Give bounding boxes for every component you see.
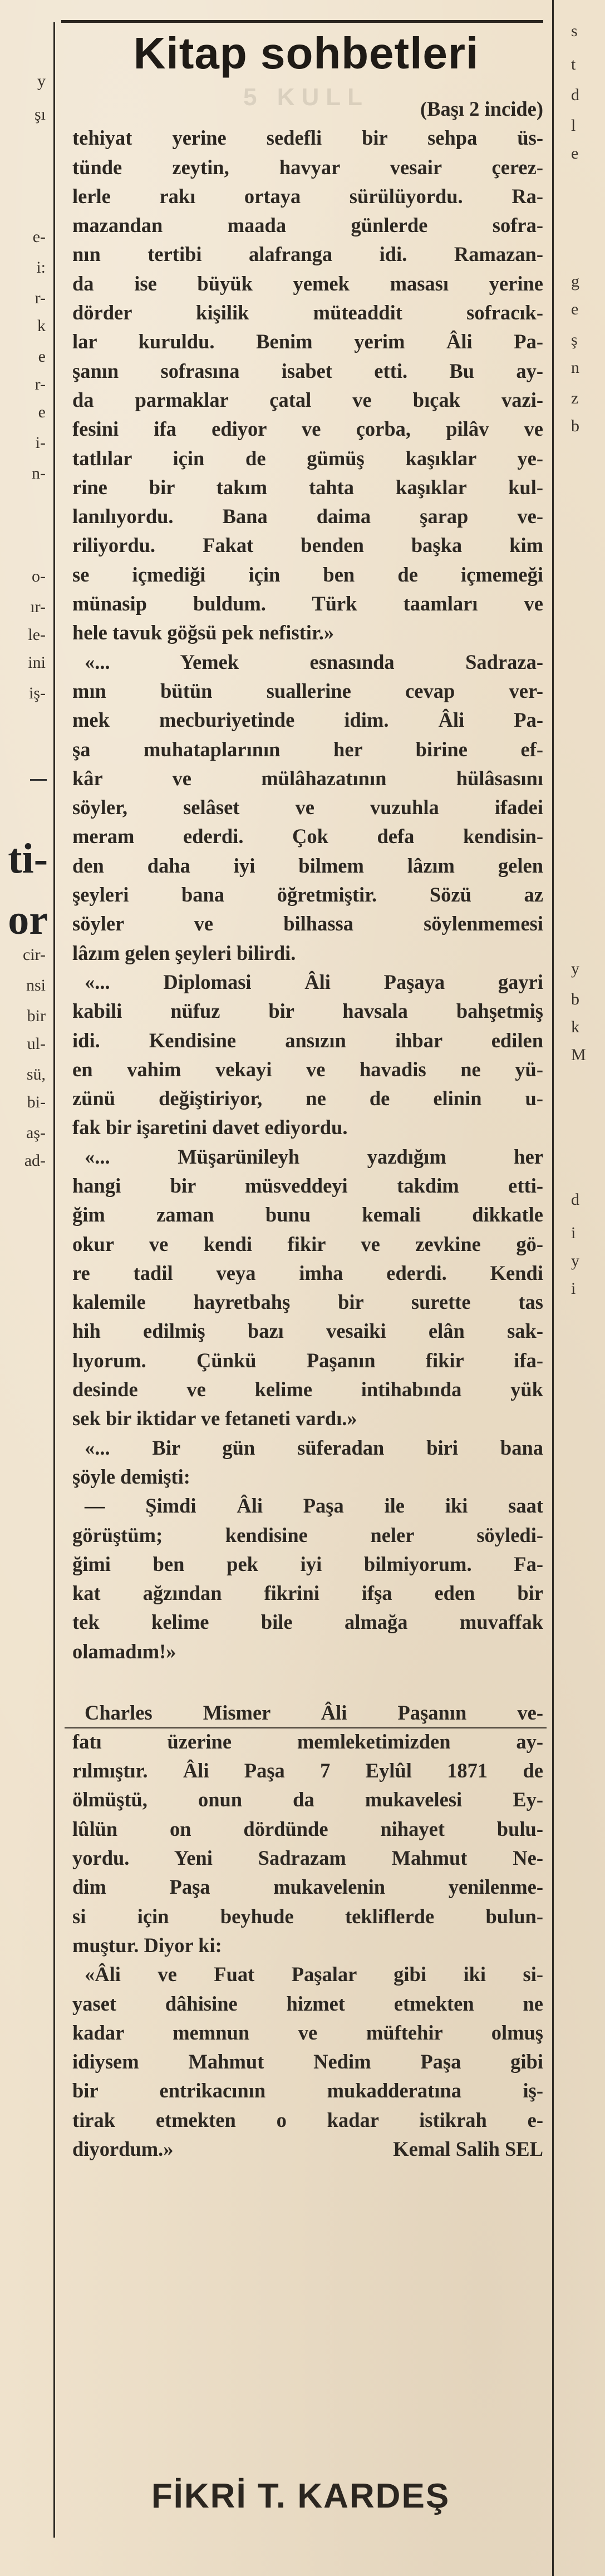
neighbor-text-fragment: bir [27,1007,46,1025]
neighbor-text-fragment: ş [571,331,578,349]
text-line: — Şimdi Âli Paşa ile iki saat [85,1494,543,1518]
text-line: meram ederdi. Çok defa kendisin- [72,825,543,848]
text-line: zünü değiştiriyor, ne de elinin u- [72,1087,543,1110]
neighbor-text-fragment: i- [35,434,46,452]
text-line: söyler ve bilhassa söylenmemesi [72,912,543,935]
neighbor-text-fragment: r- [35,289,46,307]
neighbor-rule [30,779,47,781]
text-line: kadar memnun ve müftehir olmuş [72,2021,543,2044]
neighbor-text-fragment: le- [28,625,46,644]
neighbor-text-fragment: t [571,55,576,73]
text-line: şanın sofrasına isabet etti. Bu ay- [72,359,543,382]
neighbor-text-fragment: iş- [29,684,46,702]
neighbor-text-fragment: e [571,144,579,162]
article-paragraph [72,1960,543,2164]
text-line: Charles Mismer Âli Paşanın ve- [85,1701,543,1724]
article-paragraph [72,968,543,1142]
text-line: «... Müşarünileyh yazdığım her [85,1145,543,1168]
text-line: tirak etmekten o kadar istikrah e- [72,2108,543,2131]
text-line: den daha iyi bilmem lâzım gelen [72,854,543,877]
text-line: yaset dâhisine hizmet etmekten ne [72,1992,543,2015]
article-paragraph [72,1491,543,1666]
text-line: lûlün on dördünde nihayet bulu- [72,1817,543,1840]
neighbor-text-fragment: d [571,86,579,104]
neighbor-text-fragment: n [571,358,579,377]
text-line: okur ve kendi fikir ve zevkine gö- [72,1232,543,1255]
article-paragraph [72,124,543,647]
text-line: kat ağzından fikrini ifşa eden bir [72,1582,543,1605]
neighbor-text-fragment: k [37,317,46,335]
continuation-note: (Başı 2 incide) [420,97,543,120]
text-line: ölmüştü, onun da mukavelesi Ey- [72,1788,543,1811]
author-signature: Kemal Salih SEL [393,2137,543,2160]
neighbor-text-fragment: s [571,22,578,40]
left-neighbor-column [0,0,51,2576]
neighbor-text-fragment: i [571,1279,576,1298]
text-line: da ise büyük yemek masası yerine [72,272,543,295]
neighbor-text-fragment: e [571,300,579,318]
text-line: söyler, selâset ve vuzuhla ifadei [72,796,543,819]
article-column [61,0,551,2576]
neighbor-text-fragment: g [571,272,579,290]
neighbor-text-fragment: ini [28,653,46,672]
article-body [72,95,543,2164]
text-line: lâzım gelen şeyleri bilirdi. [72,941,296,964]
text-line: «... Yemek esnasında Sadraza- [85,650,543,673]
neighbor-text-fragment: y [571,959,579,978]
neighbor-text-fragment: cir- [22,945,46,964]
text-line: «... Diplomasi Âli Paşaya gayri [85,970,543,993]
right-column-rule [552,0,554,2576]
text-line: hih edilmiş bazı vesaiki elân sak- [72,1319,543,1343]
text-line: kabili nüfuz bir havsala bahşetmiş [72,999,543,1023]
article-paragraph [72,648,543,968]
neighbor-text-fragment: aş- [26,1124,46,1142]
text-line: tehiyat yerine sedefli bir sehpa üs- [72,126,543,150]
neighbor-text-fragment: i: [36,258,46,277]
neighbor-text-fragment: e- [32,228,46,246]
neighbor-text-fragment: şı [34,105,46,124]
text-line: fesini ifa ediyor ve çorba, pilâv ve [72,417,543,441]
text-line: bir entrikacının mukadderatına iş- [72,2079,543,2102]
text-line: mek mecburiyetinde idim. Âli Pa- [72,708,543,732]
text-line: da parmaklar çatal ve bıçak vazi- [72,388,543,411]
text-line: riliyordu. Fakat benden başka kim [72,534,543,557]
neighbor-text-fragment: d [571,1190,579,1209]
text-line: tek kelime bile almağa muvaffak [72,1610,543,1634]
text-line: se içmediği için ben de içmemeği [72,563,543,586]
top-rule [61,20,543,23]
text-line: şa muhataplarının her birine ef- [72,737,543,761]
article-headline: Kitap sohbetleri [133,28,479,78]
text-line: mın bütün suallerine cevap ver- [72,679,543,702]
text-line: hangi bir müsveddeyi takdim etti- [72,1174,543,1197]
right-neighbor-column [557,0,605,2576]
neighbor-text-fragment: ul- [27,1035,46,1053]
text-line: kâr ve mülâhazatının hülâsasını [72,766,543,790]
article-paragraph [72,1698,543,1961]
text-line: dim Paşa mukavelenin yenilenme- [72,1875,543,1899]
neighbor-text-fragment: b [571,417,579,435]
text-line: «Âli ve Fuat Paşalar gibi iki si- [85,1963,543,1986]
text-line: rine bir takım tahta kaşıklar kul- [72,475,543,499]
neighbor-text-fragment: e [38,347,46,366]
text-line: en vahim vekayi ve havadis ne yü- [72,1057,543,1081]
neighbor-text-fragment: o- [32,567,46,585]
text-line: desinde ve kelime intihabında yük [72,1378,543,1401]
text-line: tünde zeytin, havyar vesair çerez- [72,155,543,179]
text-line: si için beyhude tekliflerde bulun- [72,1904,543,1928]
text-line: fak bir işaretini davet ediyordu. [72,1116,348,1139]
neighbor-text-fragment: sü, [26,1065,46,1083]
neighbor-text-fragment: b [571,990,579,1008]
text-line: nın tertibi alafranga idi. Ramazan- [72,243,543,266]
text-line: idiysem Mahmut Nedim Paşa gibi [72,2050,543,2073]
text-line: ğimi ben pek iyi bilmiyorum. Fa- [72,1552,543,1575]
text-line: dörder kişilik müteaddit sofracık- [72,301,543,324]
neighbor-text-fragment: n- [32,464,46,482]
text-line: görüştüm; kendisine neler söyledi- [72,1523,543,1546]
text-line: re tadil veya imha ederdi. Kendi [72,1261,543,1284]
neighbor-text-fragment: or [8,897,48,943]
text-line: lar kuruldu. Benim yerim Âli Pa- [72,330,543,353]
text-line: diyordum.» [72,2137,174,2160]
text-line: münasip buldum. Türk taamları ve [72,592,543,615]
neighbor-text-fragment: i [571,1224,576,1242]
text-line: lıyorum. Çünkü Paşanın fikir ifa- [72,1348,543,1372]
neighbor-text-fragment: bi- [27,1093,46,1111]
neighbor-text-fragment: l [571,116,576,135]
next-article-headline-fragment: FİKRİ T. KARDEŞ [151,2477,450,2515]
neighbor-text-fragment: y [571,1252,579,1270]
text-line: hele tavuk göğsü pek nefistir.» [72,621,335,644]
neighbor-text-fragment: ad- [24,1151,46,1170]
text-line: idi. Kendisine ansızın ihbar edilen [72,1028,543,1052]
article-paragraph [72,1434,543,1492]
neighbor-text-fragment: ır- [30,598,46,616]
text-line: olamadım!» [72,1639,176,1663]
text-line: kalemile hayretbahş bir surette tas [72,1291,543,1314]
neighbor-text-fragment: r- [35,375,46,393]
text-line: yordu. Yeni Sadrazam Mahmut Ne- [72,1846,543,1870]
text-line: rılmıştır. Âli Paşa 7 Eylûl 1871 de [72,1759,543,1782]
text-line: sek bir iktidar ve fetaneti vardı.» [72,1407,357,1430]
article-paragraph [72,1142,543,1434]
neighbor-text-fragment: z [571,389,579,407]
text-line: mazandan maada günlerde sofra- [72,214,543,237]
neighbor-text-fragment: M [571,1046,586,1064]
neighbor-text-fragment: y [37,72,46,90]
text-line: «... Bir gün süferadan biri bana [85,1436,543,1459]
text-line: şöyle demişti: [72,1465,190,1488]
text-line: tatlılar için de gümüş kaşıklar ye- [72,446,543,470]
neighbor-text-fragment: k [571,1018,579,1036]
text-line: lerle rakı ortaya sürülüyordu. Ra- [72,184,543,208]
neighbor-text-fragment: nsi [26,976,46,994]
section-separator [65,1727,547,1728]
text-line: muştur. Diyor ki: [72,1933,222,1957]
neighbor-text-fragment: e [38,403,46,421]
text-line: lanılıyordu. Bana daima şarap ve- [72,505,543,528]
left-column-rule [53,22,55,2538]
text-line: şeyleri bana öğretmiştir. Sözü az [72,883,543,907]
bleed-through-text: 5 KULL [243,83,369,111]
neighbor-text-fragment: ti- [8,835,48,882]
text-line: ğim zaman bunu kemali dikkatle [72,1203,543,1227]
text-line: fatı üzerine memleketimizden ay- [72,1730,543,1753]
